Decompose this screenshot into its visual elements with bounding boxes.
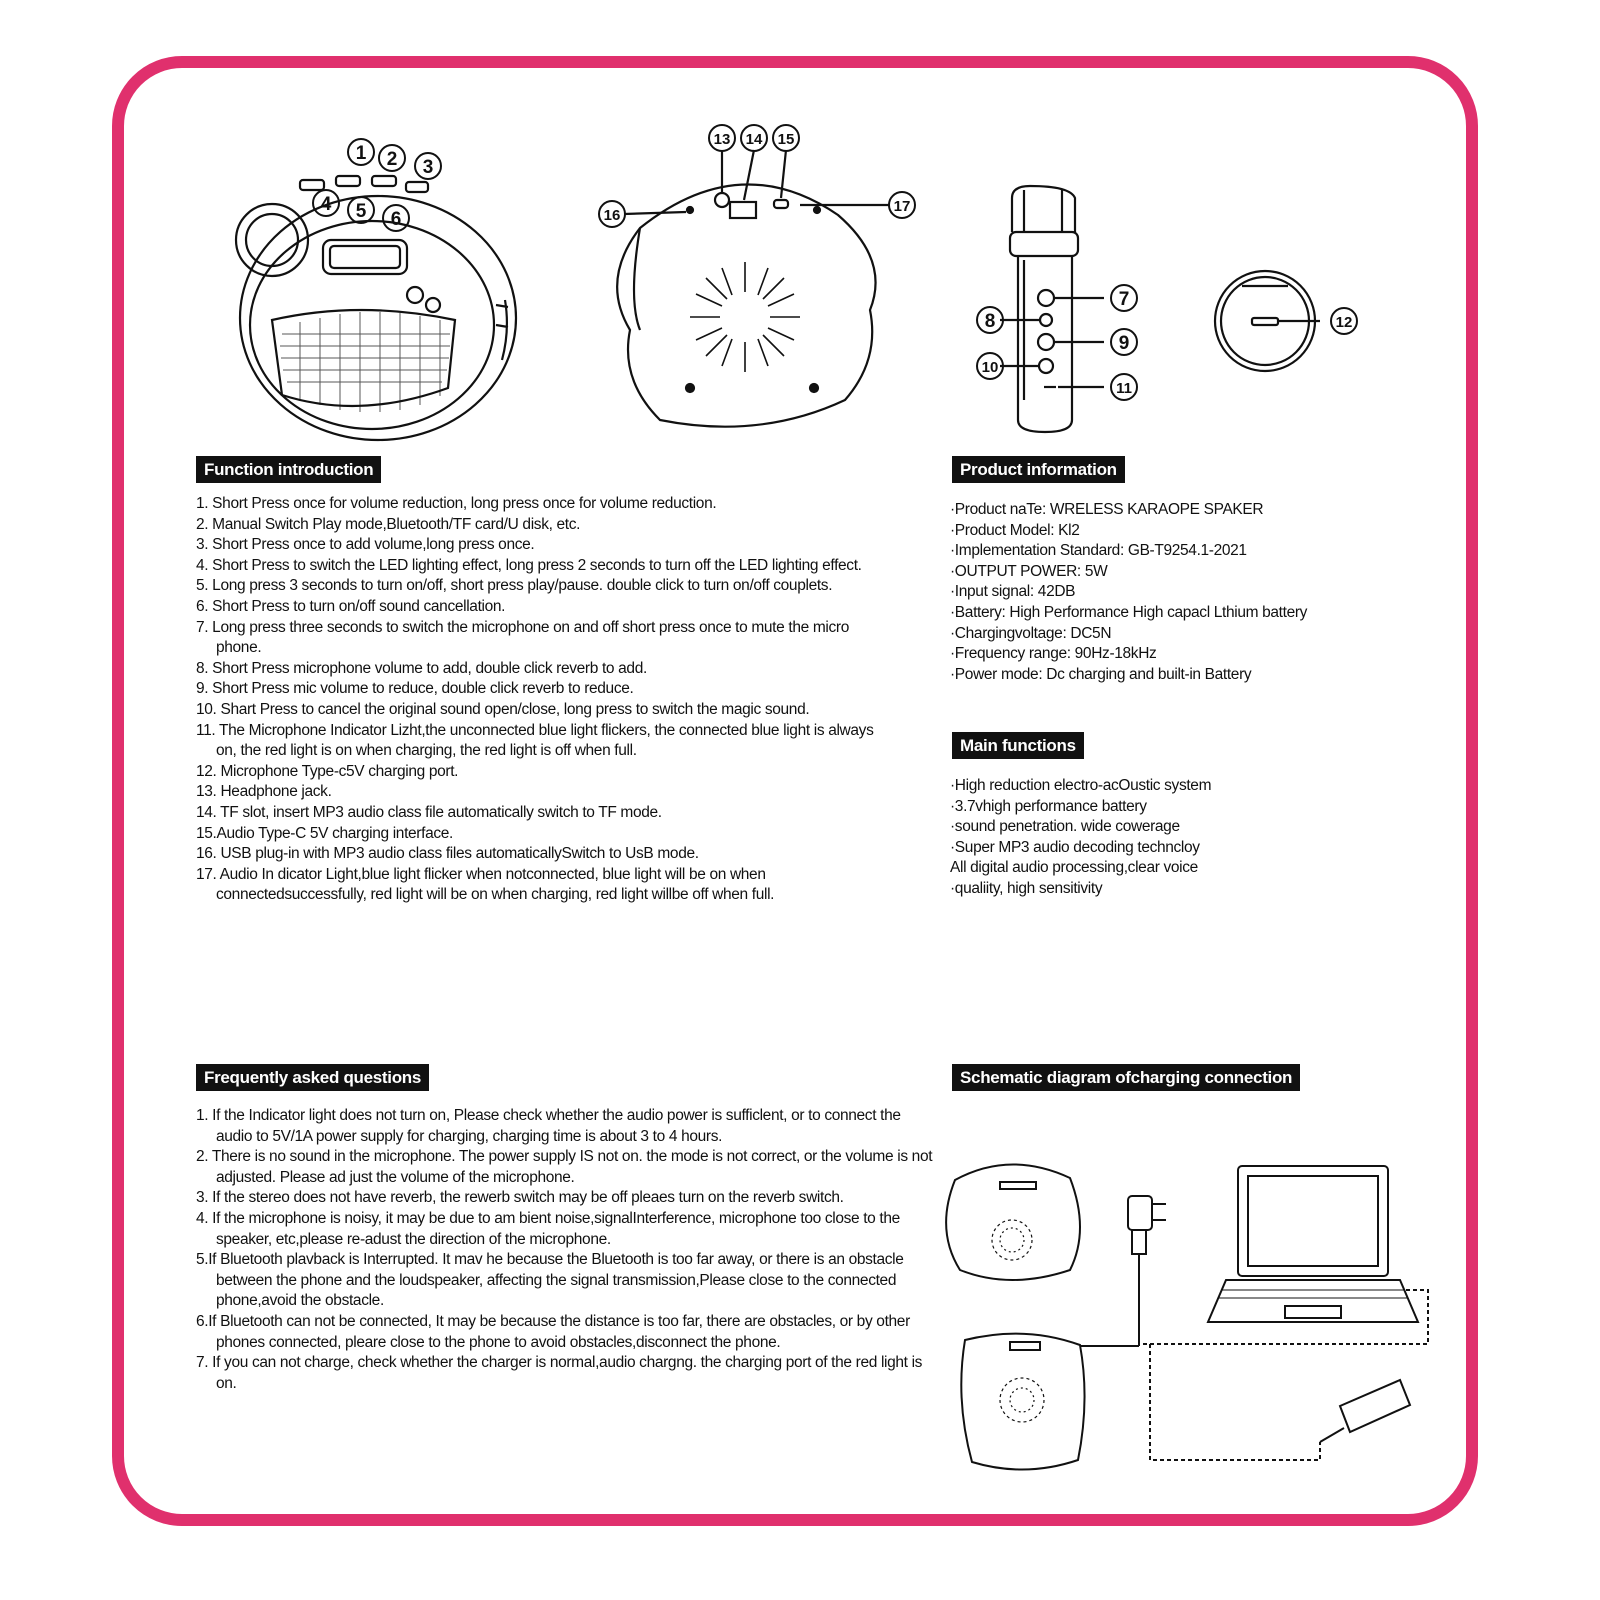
function-intro-item: 7. Long press three seconds to switch the microphone on and off short press once to mute the micro phone. (196, 618, 849, 657)
function-intro-item: 2. Manual Switch Play mode,Bluetooth/TF card/U disk, etc. (196, 515, 581, 533)
product-info-list (950, 500, 1450, 685)
faq-item: 7. If you can not charge, check whether the charger is normal,audio chargng. the charging port of the red light is on. (196, 1354, 923, 1392)
function-intro-item: 11. The Microphone Indicator Lizht,the unconnected blue light flickers, the connected blue light is always on, the red light is on when charging, the red light is off when full. (196, 721, 874, 760)
function-intro-item: 13. Headphone jack. (196, 783, 332, 801)
function-intro-item: 16. USB plug-in with MP3 audio class files automaticallySwitch to UsB mode. (196, 845, 699, 863)
function-intro-item: 15.Audio Type-C 5V charging interface. (196, 824, 453, 842)
main-functions-list (950, 776, 1450, 900)
main-function-item: ·sound penetration. wide cowerage (950, 818, 1180, 836)
function-intro-list (196, 494, 896, 906)
schematic-heading: Schematic diagram ofcharging connection (952, 1064, 1300, 1091)
callout-5: 5 (355, 201, 367, 222)
function-intro-item: 1. Short Press once for volume reduction, long press once for volume reduction. (196, 495, 717, 512)
product-info-item: ·Chargingvoltage: DC5N (950, 624, 1112, 642)
function-intro-item: 14. TF slot, insert MP3 audio class file automatically switch to TF mode. (196, 803, 662, 821)
main-function-item: All digital audio processing,clear voice (950, 859, 1198, 877)
function-intro-item: 12. Microphone Type-c5V charging port. (196, 762, 459, 780)
function-intro-item: 8. Short Press microphone volume to add, double click reverb to add. (196, 659, 647, 677)
callout-7: 7 (1118, 289, 1130, 310)
callout-15: 15 (777, 131, 795, 148)
product-info-item: ·Implementation Standard: GB-T9254.1-2021 (950, 542, 1247, 560)
callout-14: 14 (745, 131, 763, 148)
callout-3: 3 (422, 157, 434, 178)
faq-list (196, 1106, 936, 1394)
callout-2: 2 (386, 149, 398, 170)
function-intro-item: 6. Short Press to turn on/off sound cancellation. (196, 597, 506, 615)
callout-13: 13 (713, 131, 731, 148)
function-intro-heading: Function introduction (196, 456, 381, 483)
product-info-item: ·Frequency range: 90Hz-18kHz (950, 645, 1157, 663)
main-function-item: ·Super MP3 audio decoding techncloy (950, 838, 1200, 856)
function-intro-item: 3. Short Press once to add volume,long press once. (196, 536, 535, 554)
function-intro-item: 4. Short Press to switch the LED lighting effect, long press 2 seconds to turn off the LED lighting effect. (196, 556, 862, 574)
faq-item: 3. If the stereo does not have reverb, the rewerb switch may be off pleaes turn on the reverb switch. (196, 1189, 844, 1207)
product-info-heading: Product information (952, 456, 1125, 483)
callout-8: 8 (984, 311, 996, 332)
faq-heading: Frequently asked questions (196, 1064, 429, 1091)
callout-4: 4 (320, 194, 332, 215)
callout-10: 10 (981, 359, 999, 376)
callout-17: 17 (893, 198, 911, 215)
function-intro-item: 10. Shart Press to cancel the original sound open/close, long press to switch the magic sound. (196, 700, 810, 718)
function-intro-item: 17. Audio In dicator Light,blue light flicker when notconnected, blue light will be on when connectedsuccessfully, red light will be on when charging, red light willbe off when full. (196, 865, 775, 904)
faq-item: 1. If the Indicator light does not turn on, Please check whether the audio power is sufficlent, or to connect the audio to 5V/1A power supply for charging, charging time is about 3 to 4 hours. (196, 1107, 901, 1145)
speaker-front-illustration (236, 176, 516, 440)
product-info-item: ·Battery: High Performance High capacl Lthium battery (950, 603, 1308, 621)
product-info-item: ·Power mode: Dc charging and built-in Battery (950, 665, 1252, 683)
mic-bottom-view-illustration (1215, 271, 1320, 371)
callout-12: 12 (1335, 314, 1353, 331)
main-function-item: ·qualiity, high sensitivity (950, 879, 1103, 897)
faq-item: 2. There is no sound in the microphone. The power supply IS not on. the mode is not correct, or the volume is not adjusted. Please ad just the volume of the microphone. (196, 1148, 933, 1186)
callout-16: 16 (603, 207, 621, 224)
callout-9: 9 (1118, 333, 1130, 354)
faq-item: 6.If Bluetooth can not be connected, It may be because the distance is too far, there are obstacles, or by other phones connected, pleare close to the phone to avoid obstacles,disconnect the phone. (196, 1312, 910, 1351)
product-illustrations (0, 0, 1600, 460)
speaker-back-illustration (617, 150, 890, 427)
callout-11: 11 (1116, 380, 1132, 397)
main-functions-heading: Main functions (952, 732, 1084, 759)
function-intro-item: 5. Long press 3 seconds to turn on/off, short press play/pause. double click to turn on/off couplets. (196, 577, 833, 595)
faq-item: 4. If the microphone is noisy, it may be due to am bient noise,signalInterference, microphone too close to the speaker, etc,please re-adust the direction of the microphone. (196, 1209, 900, 1248)
product-info-item: ·Product naTe: WRELESS KARAOPE SPAKER (950, 501, 1264, 518)
callout-1: 1 (355, 143, 367, 164)
callout-6: 6 (390, 209, 402, 230)
product-info-item: ·OUTPUT POWER: 5W (950, 562, 1108, 580)
product-info-item: ·Product Model: Kl2 (950, 521, 1080, 539)
faq-item: 5.If Bluetooth plavback is Interrupted. It mav he because the Bluetooth is too far away, or there is an obstacle between the phone and the loudspeaker, affecting the signal transmission,Please close to the connected phone,avoid the obstacle. (196, 1251, 904, 1310)
function-intro-item: 9. Short Press mic volume to reduce, double click reverb to reduce. (196, 680, 634, 698)
main-function-item: ·High reduction electro-acOustic system (950, 777, 1212, 794)
microphone-illustration (1000, 186, 1104, 432)
product-info-item: ·Input signal: 42DB (950, 583, 1076, 601)
main-function-item: ·3.7vhigh performance battery (950, 797, 1147, 815)
